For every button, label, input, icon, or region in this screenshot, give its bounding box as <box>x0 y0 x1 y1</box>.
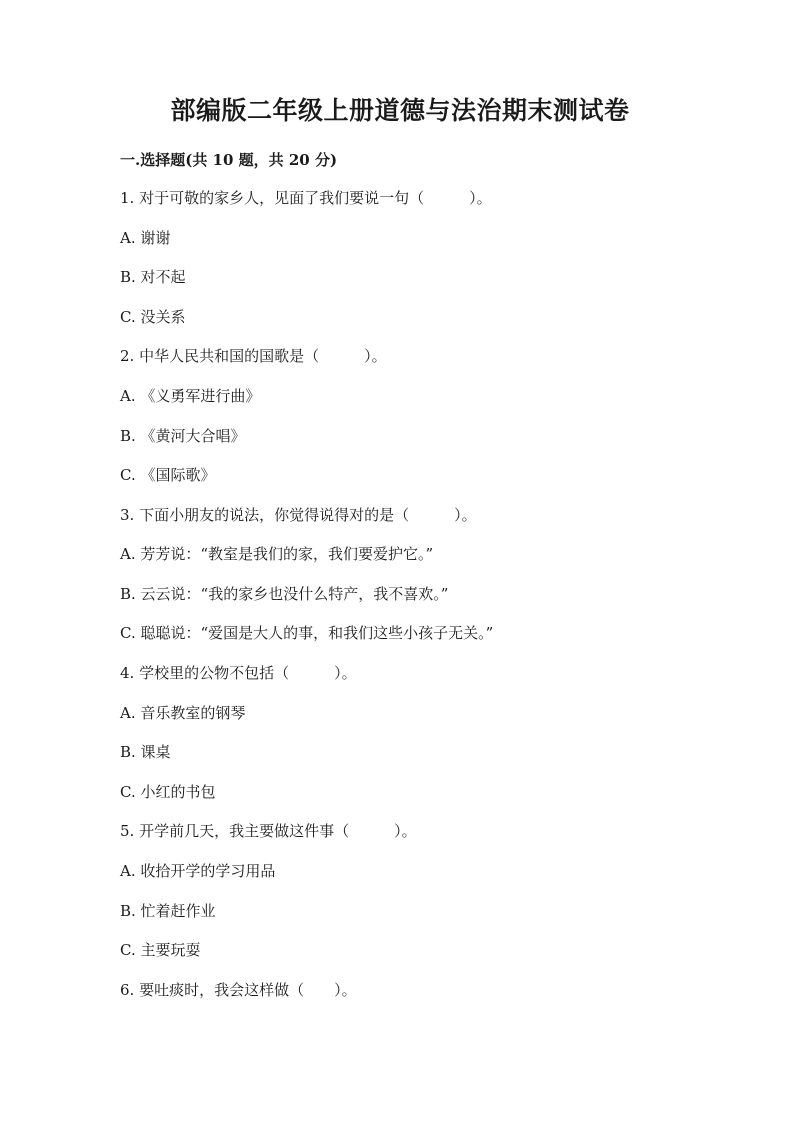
answer-option: A. 收拾开学的学习用品 <box>120 862 276 880</box>
answer-option: C. 没关系 <box>120 308 186 326</box>
answer-option: C. 聪聪说：“爱国是大人的事，和我们这些小孩子无关。” <box>120 624 494 642</box>
answer-option: B. 课桌 <box>120 743 171 761</box>
answer-option: B. 忙着赶作业 <box>120 902 216 920</box>
question-stem: 6. 要吐痰时，我会这样做（ ）。 <box>120 981 357 999</box>
question-stem: 3. 下面小朋友的说法，你觉得说得对的是（ ）。 <box>120 506 477 524</box>
answer-option: B. 对不起 <box>120 268 186 286</box>
answer-option: A. 《义勇军进行曲》 <box>120 387 261 405</box>
answer-option: C. 小红的书包 <box>120 783 216 801</box>
question-stem: 5. 开学前几天，我主要做这件事（ ）。 <box>120 822 417 840</box>
answer-option: A. 芳芳说：“教室是我们的家，我们要爱护它。” <box>120 545 434 563</box>
answer-option: C. 《国际歌》 <box>120 466 216 484</box>
section-heading: 一.选择题(共 10 题，共 20 分) <box>120 151 338 169</box>
question-stem: 4. 学校里的公物不包括（ ）。 <box>120 664 357 682</box>
answer-option: B. 云云说：“我的家乡也没什么特产，我不喜欢。” <box>120 585 449 603</box>
answer-option: A. 谢谢 <box>120 229 171 247</box>
question-stem: 1. 对于可敬的家乡人，见面了我们要说一句（ ）。 <box>120 189 492 207</box>
answer-option: A. 音乐教室的钢琴 <box>120 704 246 722</box>
question-stem: 2. 中华人民共和国的国歌是（ ）。 <box>120 347 387 365</box>
answer-option: C. 主要玩耍 <box>120 941 201 959</box>
answer-option: B. 《黄河大合唱》 <box>120 427 246 445</box>
document-title: 部编版二年级上册道德与法治期末测试卷 <box>170 96 630 125</box>
